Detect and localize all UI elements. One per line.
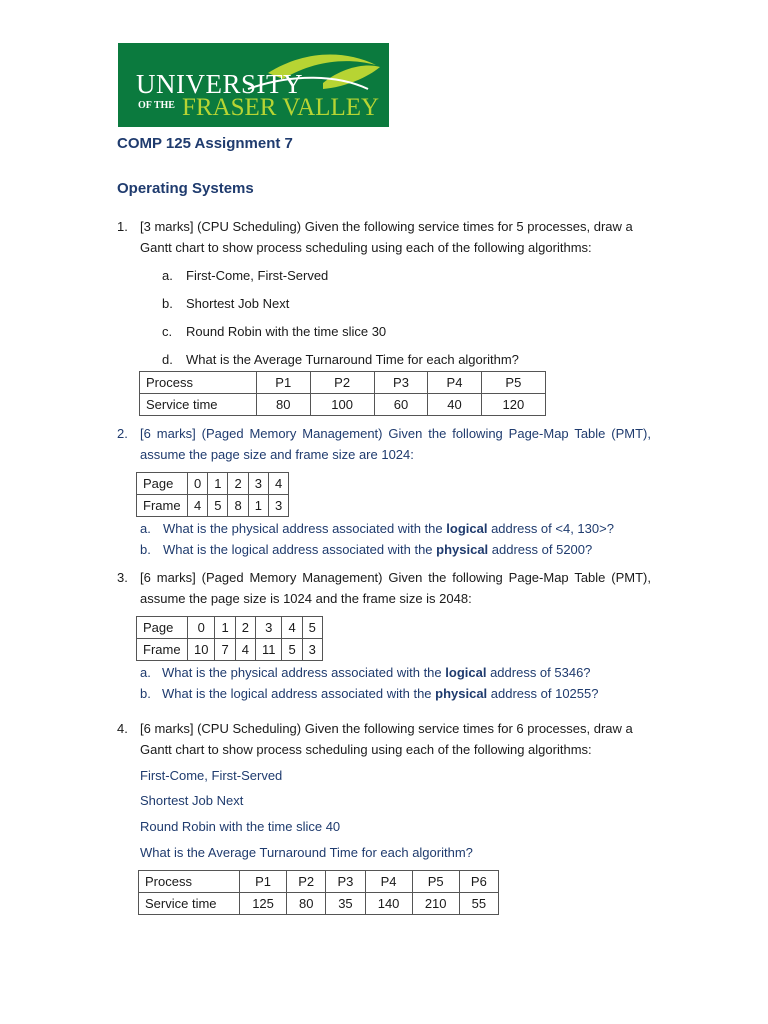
question-text-line: Gantt chart to show process scheduling using each of the following algorithms: <box>140 240 592 255</box>
table-cell: 10 <box>188 639 215 661</box>
table-row <box>137 639 323 661</box>
table-cell: 1 <box>208 473 228 495</box>
bold-text: physical <box>436 542 489 557</box>
table-cell: 60 <box>374 394 428 416</box>
table-cell: 3 <box>268 495 288 517</box>
logo-of-the-text: OF THE <box>138 100 175 111</box>
table-cell: 2 <box>235 617 255 639</box>
table-row <box>139 893 499 915</box>
table-cell: P4 <box>428 372 482 394</box>
section-heading: Operating Systems <box>117 180 254 197</box>
logo-university-text: UNIVERSITY <box>136 69 303 99</box>
table-cell: 5 <box>302 617 322 639</box>
question-text-line: [3 marks] (CPU Scheduling) Given the following service times for 5 processes, draw a <box>140 219 633 234</box>
table-cell: P5 <box>412 871 459 893</box>
list-item-letter: a. <box>140 665 151 680</box>
question-number: 1. <box>117 219 128 234</box>
table-row <box>140 372 546 394</box>
table-cell: P3 <box>374 372 428 394</box>
question-text-line: [6 marks] (Paged Memory Management) Given the following Page-Map Table (PMT), <box>140 570 651 585</box>
question-text-line: [6 marks] (Paged Memory Management) Given the following Page-Map Table (PMT), <box>140 426 651 441</box>
list-item: Round Robin with the time slice 40 <box>140 819 341 834</box>
list-item-letter: b. <box>162 296 173 311</box>
table-cell: Service time <box>140 394 257 416</box>
service-time-table <box>138 870 499 915</box>
list-item: What is the Average Turnaround Time for each algorithm? <box>186 352 519 367</box>
list-item <box>162 683 598 704</box>
table-cell: Page <box>137 473 188 495</box>
table-cell: Frame <box>137 495 188 517</box>
list-item-letter: a. <box>140 521 151 536</box>
service-time-table <box>139 371 546 416</box>
page-map-table <box>136 616 323 661</box>
text-span: address of 5200? <box>488 542 593 557</box>
table-cell: P5 <box>481 372 545 394</box>
table-row <box>140 394 546 416</box>
table-cell: 2 <box>228 473 248 495</box>
question-text-line: [6 marks] (CPU Scheduling) Given the following service times for 6 processes, draw a <box>140 721 633 736</box>
text-span: address of <4, 130>? <box>487 521 614 536</box>
question-text-line: assume the page size is 1024 and the frame size is 2048: <box>140 591 472 606</box>
table-cell: P1 <box>240 871 287 893</box>
text-span: What is the physical address associated with the <box>162 665 446 680</box>
table-cell: 3 <box>248 473 268 495</box>
table-cell: 80 <box>257 394 311 416</box>
table-cell: 100 <box>310 394 374 416</box>
table-cell: P1 <box>257 372 311 394</box>
list-item: Shortest Job Next <box>186 296 290 311</box>
table-cell: P4 <box>365 871 412 893</box>
list-item-letter: d. <box>162 352 173 367</box>
list-item: First-Come, First-Served <box>140 768 283 783</box>
text-span: address of 5346? <box>486 665 591 680</box>
table-cell: 11 <box>255 639 282 661</box>
list-item <box>163 518 614 539</box>
table-cell: 8 <box>228 495 248 517</box>
list-item-letter: b. <box>140 542 151 557</box>
text-span: What is the logical address associated with the <box>163 542 437 557</box>
table-cell: 1 <box>215 617 235 639</box>
university-logo <box>118 43 389 127</box>
table-cell: 1 <box>248 495 268 517</box>
table-cell: 3 <box>302 639 322 661</box>
list-item: Shortest Job Next <box>140 793 244 808</box>
text-span: What is the physical address associated with the <box>163 521 447 536</box>
table-cell: Service time <box>139 893 240 915</box>
table-row <box>139 871 499 893</box>
table-cell: 4 <box>188 495 208 517</box>
table-cell: 125 <box>240 893 287 915</box>
logo-fraser-valley-text: FRASER VALLEY <box>182 94 380 121</box>
table-cell: 55 <box>459 893 498 915</box>
table-row <box>137 617 323 639</box>
question-text-line: Gantt chart to show process scheduling using each of the following algorithms: <box>140 742 592 757</box>
table-cell: 0 <box>188 473 208 495</box>
table-cell: 4 <box>268 473 288 495</box>
document-title: COMP 125 Assignment 7 <box>117 135 293 152</box>
list-item: What is the Average Turnaround Time for each algorithm? <box>140 845 473 860</box>
question-number: 3. <box>117 570 128 585</box>
table-cell: 35 <box>326 893 365 915</box>
list-item-letter: c. <box>162 324 173 339</box>
table-cell: 80 <box>287 893 326 915</box>
list-item: First-Come, First-Served <box>186 268 329 283</box>
table-cell: 4 <box>235 639 255 661</box>
bold-text: physical <box>435 686 488 701</box>
table-cell: 4 <box>282 617 302 639</box>
list-item-letter: b. <box>140 686 151 701</box>
text-span: What is the logical address associated with the <box>162 686 436 701</box>
bold-text: logical <box>446 521 488 536</box>
text-span: address of 10255? <box>487 686 599 701</box>
table-cell: 5 <box>208 495 228 517</box>
table-cell: P6 <box>459 871 498 893</box>
table-cell: P2 <box>287 871 326 893</box>
question-number: 4. <box>117 721 128 736</box>
table-cell: 5 <box>282 639 302 661</box>
table-row <box>137 473 289 495</box>
table-row <box>137 495 289 517</box>
question-text-line: assume the page size and frame size are 1024: <box>140 447 414 462</box>
table-cell: P2 <box>310 372 374 394</box>
table-cell: Process <box>140 372 257 394</box>
table-cell: 140 <box>365 893 412 915</box>
table-cell: Frame <box>137 639 188 661</box>
table-cell: 210 <box>412 893 459 915</box>
list-item: Round Robin with the time slice 30 <box>186 324 387 339</box>
table-cell: 3 <box>255 617 282 639</box>
list-item <box>163 539 592 560</box>
list-item <box>162 662 591 683</box>
table-cell: 7 <box>215 639 235 661</box>
table-cell: P3 <box>326 871 365 893</box>
list-item-letter: a. <box>162 268 173 283</box>
table-cell: Page <box>137 617 188 639</box>
table-cell: Process <box>139 871 240 893</box>
bold-text: logical <box>445 665 487 680</box>
table-cell: 120 <box>481 394 545 416</box>
table-cell: 40 <box>428 394 482 416</box>
table-cell: 0 <box>188 617 215 639</box>
page-map-table <box>136 472 289 517</box>
question-number: 2. <box>117 426 128 441</box>
